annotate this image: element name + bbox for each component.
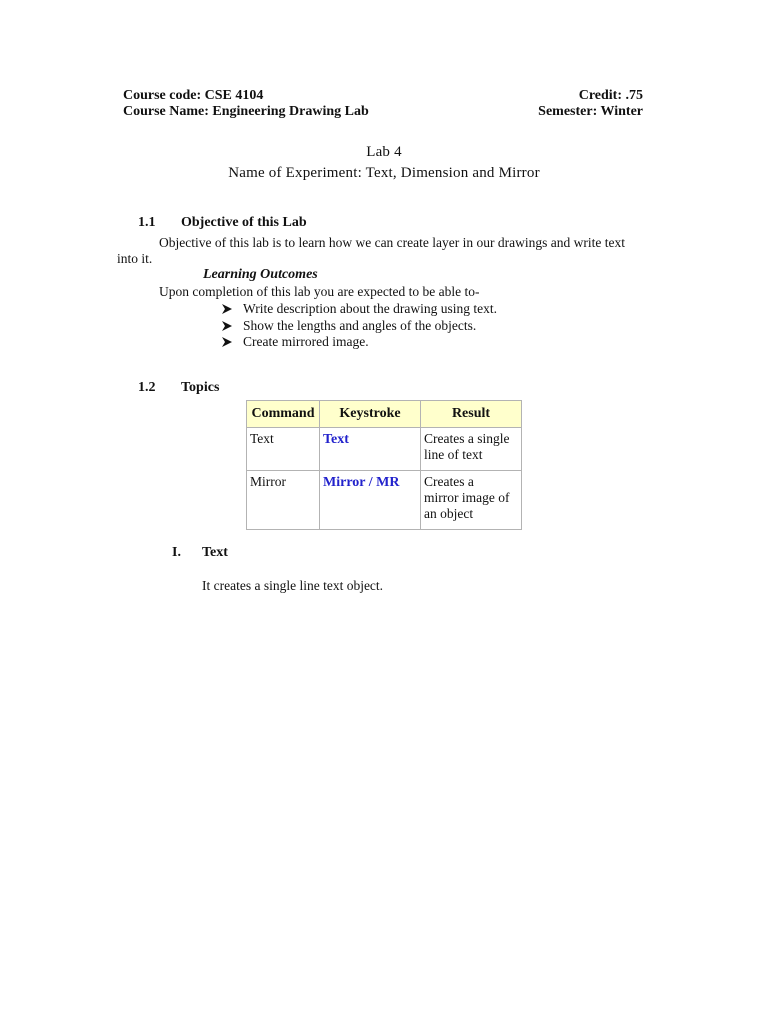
- table-cell-result: [421, 428, 522, 471]
- outcome-text: Show the lengths and angles of the objects.: [243, 317, 477, 333]
- section-title: Topics: [181, 380, 220, 395]
- course-semester: Semester: Winter: [538, 104, 643, 119]
- table-row: [247, 471, 522, 530]
- arrowhead-bullet-icon: [222, 321, 232, 331]
- learning-outcomes-heading: Learning Outcomes: [203, 267, 318, 282]
- outcomes-intro: Upon completion of this lab you are expected to be able to-: [159, 284, 480, 299]
- section-title: Objective of this Lab: [181, 215, 307, 230]
- result-line: an object: [424, 506, 474, 521]
- section-number: 1.1: [138, 215, 156, 230]
- result-line: Creates a single: [424, 431, 510, 446]
- experiment-title: Name of Experiment: Text, Dimension and Mirror: [228, 165, 540, 181]
- keystroke-text: Mirror / MR: [323, 475, 400, 490]
- topics-table: [246, 400, 522, 530]
- table-header-cell: Keystroke: [320, 401, 421, 428]
- table-row: [247, 428, 522, 471]
- table-cell-keystroke: [320, 428, 421, 471]
- objective-paragraph-line2: into it.: [117, 251, 153, 266]
- table-cell-command: Text: [247, 428, 320, 471]
- table-cell-keystroke: [320, 471, 421, 530]
- arrowhead-bullet-icon: [222, 337, 232, 347]
- table-header-row: [247, 401, 522, 428]
- table-header-cell: Command: [247, 401, 320, 428]
- outcomes-list: [222, 301, 497, 351]
- result-line: Creates a: [424, 474, 474, 489]
- course-name: Course Name: Engineering Drawing Lab: [123, 104, 369, 119]
- subsection-number: I.: [172, 545, 181, 560]
- course-credit: Credit: .75: [578, 88, 643, 103]
- keystroke-text: Text: [323, 432, 349, 447]
- course-code: Course code: CSE 4104: [123, 88, 264, 103]
- table-header-cell: Result: [421, 401, 522, 428]
- lab-number: Lab 4: [366, 144, 402, 160]
- result-line: mirror image of: [424, 490, 510, 505]
- outcome-text: Create mirrored image.: [243, 334, 369, 349]
- arrowhead-bullet-icon: [222, 304, 232, 314]
- objective-paragraph-line1: Objective of this lab is to learn how we can create layer in our drawings and write text: [159, 235, 625, 250]
- table-cell-result: [421, 471, 522, 530]
- table-cell-command: Mirror: [247, 471, 320, 530]
- list-item: [222, 334, 497, 351]
- result-line: line of text: [424, 447, 483, 462]
- subsection-body: It creates a single line text object.: [202, 578, 384, 593]
- list-item: [222, 301, 497, 318]
- outcome-text: Write description about the drawing using text.: [243, 301, 498, 316]
- list-item: [222, 318, 497, 335]
- subsection-title: Text: [202, 545, 228, 560]
- section-number: 1.2: [138, 380, 156, 395]
